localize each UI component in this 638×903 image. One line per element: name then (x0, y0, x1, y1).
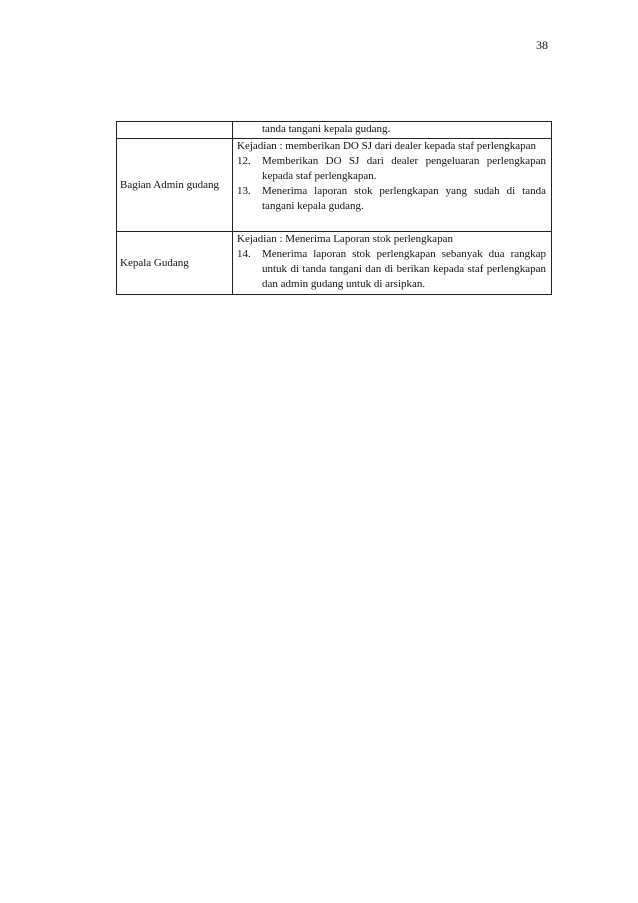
table-row (117, 139, 552, 232)
list-item (237, 154, 546, 184)
list-item (237, 184, 546, 214)
actor-cell: Bagian Admin gudang (117, 139, 233, 232)
continuation-text: tanda tangani kepala gudang. (262, 123, 391, 135)
table-row (117, 122, 552, 139)
description-cell (233, 232, 552, 295)
step-number: 12. (237, 155, 251, 167)
step-text: Menerima laporan stok perlengkapan yang sudah di tanda tangani kepala gudang. (262, 185, 546, 212)
step-text: Memberikan DO SJ dari dealer pengeluaran perlengkapan kepada staf perlengkapan. (262, 155, 546, 182)
page-number: 38 (536, 38, 548, 52)
description-cell (233, 122, 552, 139)
actor-cell: Kepala Gudang (117, 232, 233, 295)
table-row (117, 232, 552, 295)
step-text: Menerima laporan stok perlengkapan sebanyak dua rangkap untuk di tanda tangani dan di berikan kepada staf perlengkapan dan admin gudang untuk di arsipkan. (262, 248, 546, 290)
event-text: Kejadian : Menerima Laporan stok perlengkapan (237, 233, 453, 245)
description-cell (233, 139, 552, 232)
process-table (116, 121, 552, 295)
step-number: 14. (237, 248, 251, 260)
actor-cell (117, 122, 233, 139)
event-text: Kejadian : memberikan DO SJ dari dealer kepada staf perlengkapan (237, 140, 537, 152)
list-item (237, 247, 546, 292)
step-number: 13. (237, 185, 251, 197)
